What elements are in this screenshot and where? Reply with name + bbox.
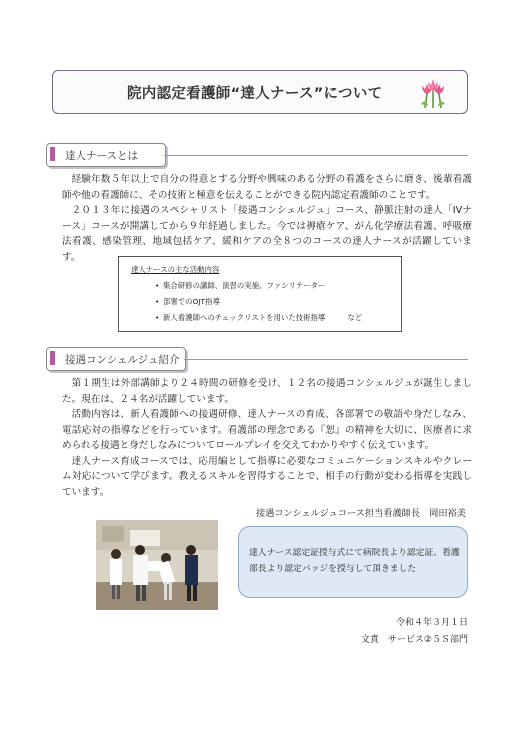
paragraph: 第１期生は外部講師より２４時間の研修を受け、１２名の接遇コンシェルジュが誕生しました。現在は、２４名が活躍しています。 — [62, 378, 472, 405]
activities-heading: 達人ナースの主な活動内容 — [131, 265, 220, 274]
activities-box — [118, 256, 402, 332]
section-heading-concierge — [46, 347, 186, 371]
title-banner — [52, 70, 468, 114]
author-credit: 文責 サービス②５Ｓ部門 — [360, 635, 468, 645]
photo-caption-box — [238, 526, 468, 598]
section-heading-tatsujin — [46, 143, 166, 167]
section2-body — [62, 376, 472, 500]
section1-body — [62, 172, 472, 265]
activity-item: • 新人看護師へのチェックリストを用いた技術指導 など — [155, 313, 363, 322]
section-heading-label: 達人ナースとは — [65, 150, 138, 162]
paragraph: 活動内容は、新人看護師への接遇研修、達人ナースの育成、各部署での敬語や身だしなみ、電話応対の指導などを行っています。看護部の理念である『恕』の精神を大切に、医療者に求められる接遇と身だしなみについてロールプレイを交えてわかりやすく伝えています。 — [62, 409, 472, 451]
section-heading-label: 接遇コンシェルジュ紹介 — [65, 354, 180, 366]
paragraph: 経験年数５年以上で自分の得意とする分野や興味のある分野の看護をさらに磨き、後輩看護師や他の看護師に、その技術と極意を伝えることができる院内認定看護師のことです。 — [62, 174, 472, 201]
heading-rule — [184, 359, 468, 360]
signature: 接遇コンシェルジュコース担当看護師長 岡田裕美 — [255, 508, 466, 519]
heading-accent-bar — [50, 147, 55, 161]
issue-date: 令和４年３月１日 — [395, 618, 468, 628]
photo-caption: 達人ナース認定証授与式にて病院長より認定証、看護部長より認定バッジを授与して頂きました — [249, 548, 460, 574]
tulip-icon — [415, 74, 451, 110]
heading-rule — [164, 155, 468, 156]
heading-accent-bar — [50, 351, 55, 365]
activity-item: • 部署でのOJT指導 — [155, 297, 220, 306]
paragraph: ２０１３年に接遇のスペシャリスト「接遇コンシェルジュ」コース、静脈注射の達人「IVナース」コースが開講してから９年経過しました。今では褥瘡ケア、がん化学療法看護、呼吸療法看護、感染管理、地域包括ケア、緩和ケアの全８つのコースの達人ナースが活躍しています。 — [62, 205, 472, 263]
paragraph: 達人ナース育成コースでは、応用編として指導に必要なコミュニケーションスキルやクレーム対応について学びます。教えるスキルを習得することで、相手の行動が変わる指導を実践しています。 — [62, 455, 472, 498]
activity-item: • 集合研修の講師、演習の実施、ファシリテーター — [155, 281, 326, 290]
ceremony-photo — [96, 520, 218, 610]
page-title: 院内認定看護師“達人ナース”について — [127, 86, 383, 102]
